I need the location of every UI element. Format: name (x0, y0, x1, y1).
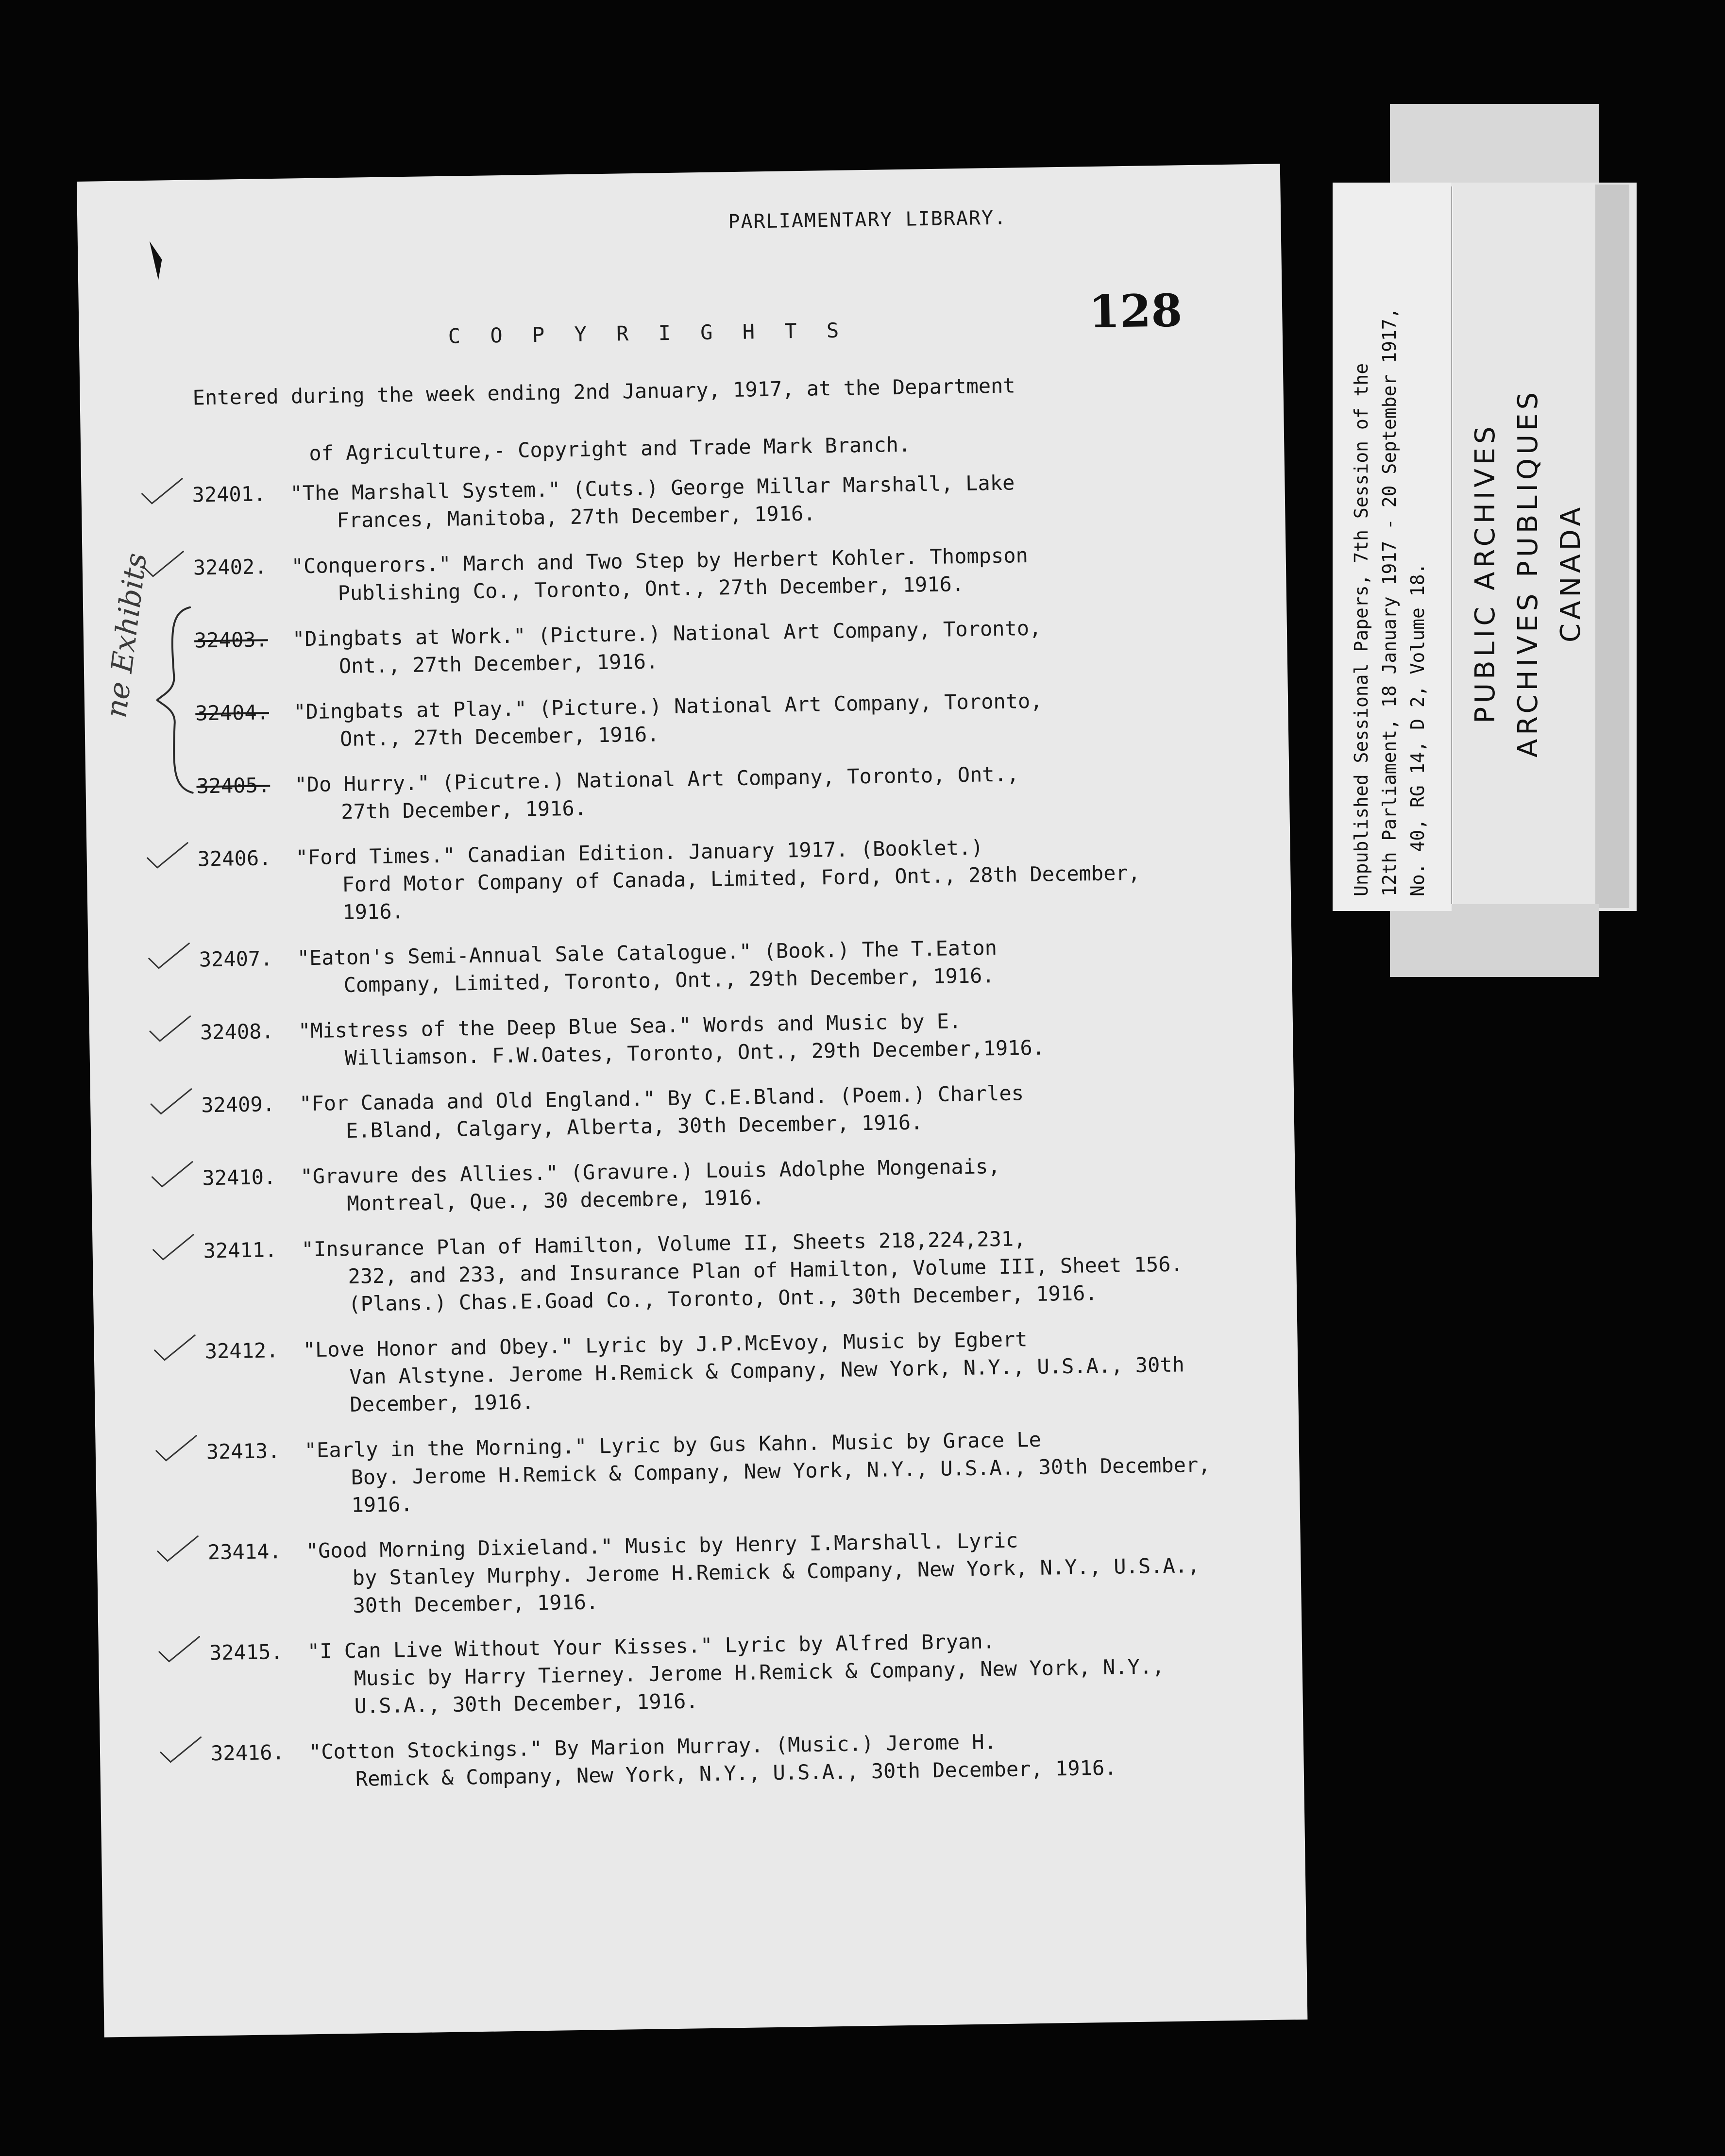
entry-text-continued: Ont., 27th December, 1916. (338, 649, 659, 678)
stamp-line-1: PUBLIC ARCHIVES (1470, 422, 1501, 724)
entry-text-line: "Good Morning Dixieland." Music by Henry I.Marshall. Lyric (305, 1528, 1018, 1563)
entry-text-line: "Mistress of the Deep Blue Sea." Words and Music by E. (298, 1009, 962, 1043)
entry-text-continued: 27th December, 1916. (340, 796, 587, 824)
entry-32413 (95, 1422, 1300, 1523)
document-page (77, 164, 1307, 2037)
check-mark-icon (146, 941, 191, 971)
entry-23414 (97, 1522, 1302, 1623)
reference-line-2: 12th Parliament, 18 January 1917 - 20 September 1917, (1379, 307, 1400, 896)
entry-text-line: "Eaton's Semi-Annual Sale Catalogue." (Book.) The T.Eaton (297, 936, 998, 970)
entry-32416 (100, 1723, 1304, 1797)
entry-32405 (85, 756, 1289, 829)
page-number: 128 (1088, 284, 1183, 338)
entry-text-line: "Early in the Morning." Lyric by Gus Kahn. Music by Grace Le (304, 1427, 1042, 1463)
entry-32409 (90, 1075, 1294, 1148)
reference-line-3: No. 40, RG 14, D 2, Volume 18. (1407, 563, 1428, 896)
entry-number: 32416. (210, 1740, 285, 1766)
copyright-entries (81, 465, 1304, 1814)
entry-32407 (88, 929, 1292, 1003)
entry-text-line: "Love Honor and Obey." Lyric by J.P.McEvoy, Music by Egbert (303, 1327, 1028, 1362)
entry-text-line: "Do Hurry." (Picutre.) National Art Company, Toronto, Ont., (294, 762, 1019, 797)
entry-text-line: "Dingbats at Play." (Picture.) National Art Company, Toronto, (293, 689, 1043, 724)
entry-number: 32411. (203, 1238, 277, 1263)
entry-text-line: "Cotton Stockings." By Marion Murray. (Music.) Jerome H. (308, 1730, 997, 1764)
entry-number: 32409. (201, 1092, 275, 1117)
entry-32402 (82, 538, 1286, 611)
entry-text-continued: Music by Harry Tierney. Jerome H.Remick & Company, New York, N.Y., U.S.A., 30th December, 1916. (354, 1654, 1165, 1718)
entry-32410 (91, 1148, 1295, 1221)
check-mark-icon (153, 1433, 199, 1463)
stamp-line-3: CANADA (1555, 503, 1587, 643)
check-mark-icon (158, 1735, 203, 1765)
entry-number: 32401. (192, 482, 266, 507)
check-mark-icon (152, 1333, 197, 1363)
archive-reference-text (1347, 197, 1432, 896)
entry-number: 32407. (199, 946, 273, 972)
entry-number: 32402. (193, 555, 267, 580)
entry-number: 32404. (195, 700, 270, 725)
entry-number: 23414. (207, 1539, 282, 1565)
entry-number: 32405. (196, 773, 271, 798)
entry-text-line: "Insurance Plan of Hamilton, Volume II, Sheets 218,224,231, (301, 1227, 1026, 1262)
entry-32415 (99, 1623, 1303, 1724)
entry-32408 (89, 1002, 1293, 1076)
label-tab-top (1390, 104, 1599, 186)
archives-stamp (1464, 354, 1592, 792)
entry-number: 32410. (202, 1165, 276, 1190)
check-mark-icon (140, 549, 186, 579)
entry-32404 (85, 683, 1288, 757)
entry-number: 32408. (200, 1019, 274, 1044)
entry-text-line: "Ford Times." Canadian Edition. January 1917. (Booklet.) (295, 835, 983, 870)
entry-text-line: "For Canada and Old England." By C.E.Bland. (Poem.) Charles (299, 1081, 1024, 1116)
margin-note-handwritten: ne Exhibits (99, 551, 154, 720)
reference-line-1: Unpublished Sessional Papers, 7th Session of the (1351, 363, 1372, 896)
stamp-line-2: ARCHIVES PUBLIQUES (1512, 388, 1544, 758)
check-mark-icon (151, 1232, 196, 1262)
document-title: C O P Y R I G H T S (448, 318, 848, 348)
entry-32412 (94, 1321, 1298, 1422)
entry-text-continued: E.Bland, Calgary, Alberta, 30th December, 1916. (345, 1110, 923, 1143)
entry-number: 32415. (209, 1640, 284, 1665)
entry-text-continued: by Stanley Murphy. Jerome H.Remick & Company, New York, N.Y., U.S.A., 30th December, 1916. (352, 1553, 1200, 1617)
entry-text-continued: Williamson. F.W.Oates, Toronto, Ont., 29th December,1916. (344, 1035, 1045, 1070)
entry-32406 (86, 829, 1291, 930)
check-mark-icon (155, 1534, 200, 1564)
entry-text-continued: Ont., 27th December, 1916. (339, 722, 660, 751)
entry-number: 32413. (206, 1439, 280, 1464)
entry-text-line: "The Marshall System." (Cuts.) George Millar Marshall, Lake (290, 471, 1015, 505)
check-mark-icon (149, 1087, 194, 1116)
subtitle-line-2: of Agriculture,- Copyright and Trade Mark Branch. (308, 432, 911, 465)
entry-text-continued: Publishing Co., Toronto, Ont., 27th December, 1916. (338, 572, 964, 606)
check-mark-icon (156, 1634, 202, 1664)
entry-text-continued: 232, and 233, and Insurance Plan of Hamilton, Volume III, Sheet 156. (Plans.) Chas.E.Goad Co., Toronto, Ont., 30th December, 1916. (348, 1252, 1184, 1316)
check-mark-icon (139, 476, 185, 506)
entry-text-line: "I Can Live Without Your Kisses." Lyric by Alfred Bryan. (307, 1629, 996, 1664)
entry-text-continued: Ford Motor Company of Canada, Limited, Ford, Ont., 28th December, 1916. (342, 860, 1141, 925)
paper-notch-mark (147, 240, 166, 282)
document-subtitle (192, 354, 1238, 484)
entry-number: 32412. (204, 1338, 279, 1364)
entry-text-continued: Remick & Company, New York, N.Y., U.S.A., 30th December, 1916. (355, 1755, 1117, 1791)
entry-32411 (92, 1221, 1297, 1322)
library-header: PARLIAMENTARY LIBRARY. (728, 206, 1007, 234)
entry-number: 32406. (197, 846, 271, 871)
entry-text-continued: Frances, Manitoba, 27th December, 1916. (337, 501, 816, 533)
check-mark-icon (145, 841, 190, 870)
entry-text-line: "Conquerors." March and Two Step by Herbert Kohler. Thompson (291, 543, 1029, 578)
entry-text-continued: Van Alstyne. Jerome H.Remick & Company, New York, N.Y., U.S.A., 30th December, 1916. (349, 1352, 1185, 1416)
check-mark-icon (150, 1160, 195, 1189)
entry-text-line: "Gravure des Allies." (Gravure.) Louis Adolphe Mongenais, (300, 1154, 1000, 1189)
entry-text-line: "Dingbats at Work." (Picture.) National Art Company, Toronto, (292, 616, 1042, 651)
label-edge-strip (1595, 185, 1629, 908)
entry-text-continued: Montreal, Que., 30 decembre, 1916. (346, 1185, 765, 1215)
entry-32403 (84, 610, 1287, 684)
entry-text-continued: Company, Limited, Toronto, Ont., 29th December, 1916. (343, 963, 995, 997)
archive-reference-label (1333, 183, 1452, 911)
label-tab-bottom (1390, 904, 1599, 977)
entry-number: 32403. (194, 627, 269, 653)
entry-text-continued: Boy. Jerome H.Remick & Company, New York, N.Y., U.S.A., 30th December, 1916. (351, 1452, 1211, 1517)
check-mark-icon (147, 1014, 192, 1044)
subtitle-line-1: Entered during the week ending 2nd January, 1917, at the Department (192, 373, 1015, 410)
